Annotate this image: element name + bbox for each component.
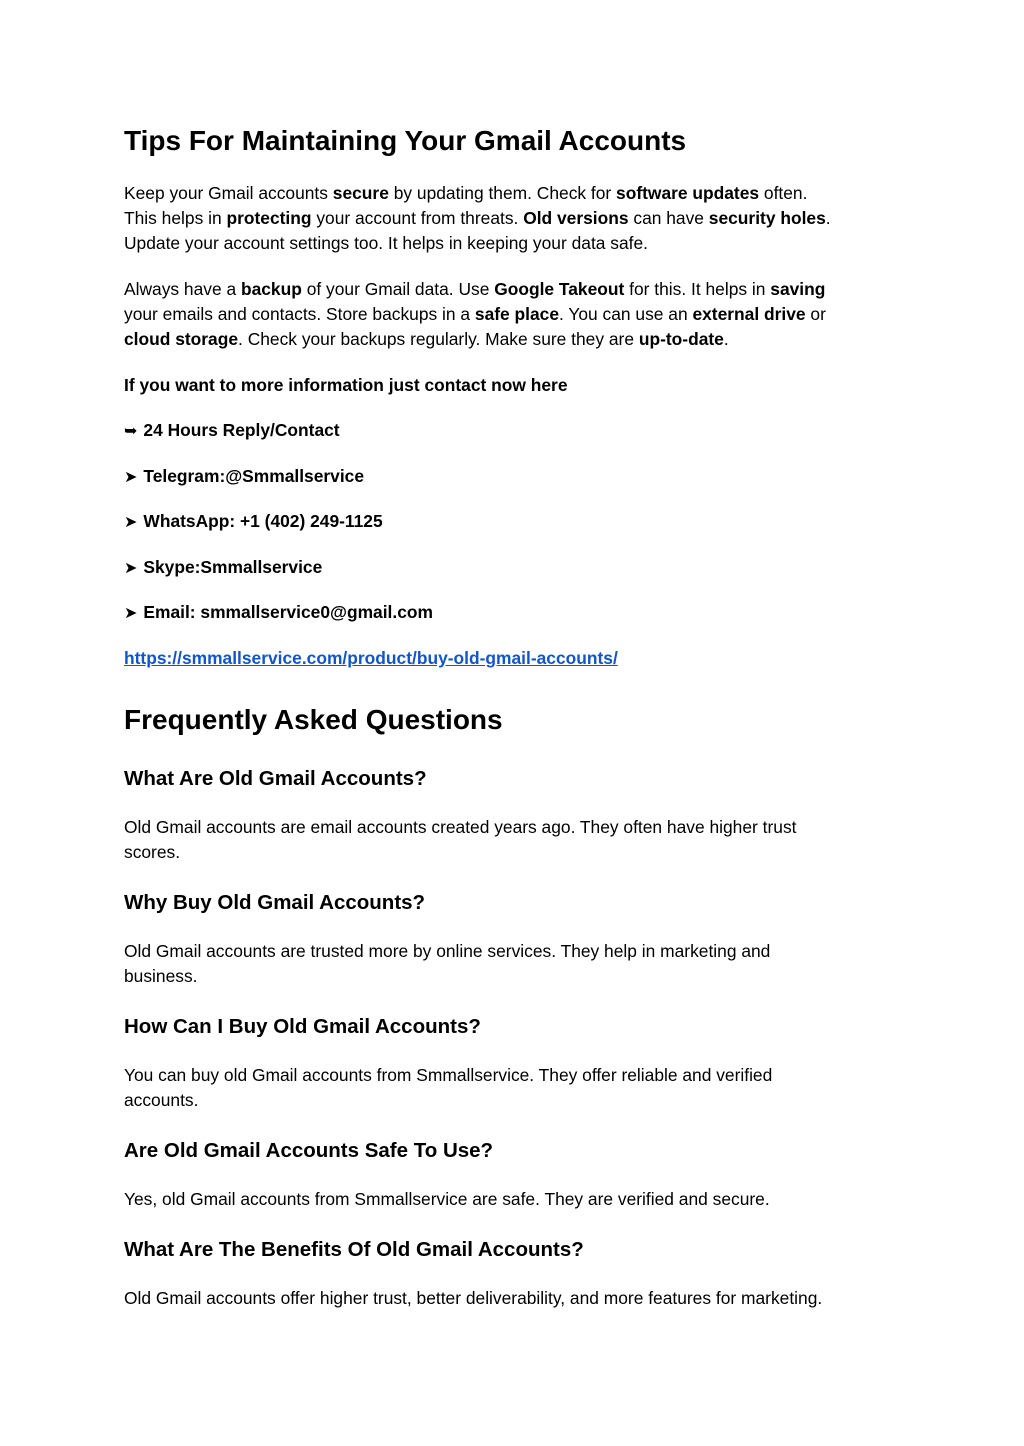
- arrow-icon: ➤: [124, 467, 138, 486]
- faq-question-5: What Are The Benefits Of Old Gmail Accounts?: [124, 1238, 584, 1261]
- faq-question-4: Are Old Gmail Accounts Safe To Use?: [124, 1139, 494, 1162]
- faq-answer-1: Old Gmail accounts are email accounts created years ago. They often have higher trust scores.: [124, 817, 797, 862]
- paragraph-line: your emails and contacts. Store backups in a safe place. You can use an external drive or: [124, 304, 826, 324]
- faq-answer-5: Old Gmail accounts offer higher trust, better deliverability, and more features for marketing.: [124, 1288, 823, 1308]
- faq-answer-3: You can buy old Gmail accounts from Smmallservice. They offer reliable and verified accounts.: [124, 1065, 773, 1110]
- arrow-icon: ➥: [124, 421, 138, 440]
- tips-paragraph-updates: [124, 181, 904, 256]
- product-link[interactable]: https://smmallservice.com/product/buy-old-gmail-accounts/: [124, 648, 618, 668]
- paragraph-line: cloud storage. Check your backups regularly. Make sure they are up-to-date.: [124, 329, 729, 349]
- contact-item-telegram: ➤ Telegram:@Smmallservice: [124, 464, 364, 489]
- faq-question-2: Why Buy Old Gmail Accounts?: [124, 891, 426, 914]
- faq-question-3: How Can I Buy Old Gmail Accounts?: [124, 1015, 481, 1038]
- contact-item-skype: ➤ Skype:Smmallservice: [124, 555, 322, 580]
- faq-question-1: What Are Old Gmail Accounts?: [124, 767, 427, 790]
- paragraph-line: Update your account settings too. It helps in keeping your data safe.: [124, 233, 648, 253]
- arrow-icon: ➤: [124, 603, 138, 622]
- contact-item-email: ➤ Email: smmallservice0@gmail.com: [124, 600, 433, 625]
- arrow-icon: ➤: [124, 558, 138, 577]
- faq-answer-4: Yes, old Gmail accounts from Smmallservice are safe. They are verified and secure.: [124, 1189, 770, 1209]
- faq-heading: Frequently Asked Questions: [124, 704, 503, 735]
- contact-item-whatsapp: ➤ WhatsApp: +1 (402) 249-1125: [124, 509, 383, 534]
- contact-intro: If you want to more information just contact now here: [124, 375, 568, 395]
- paragraph-line: This helps in protecting your account from threats. Old versions can have security holes.: [124, 208, 831, 228]
- faq-answer-2: Old Gmail accounts are trusted more by online services. They help in marketing and business.: [124, 941, 771, 986]
- paragraph-line: Keep your Gmail accounts secure by updating them. Check for software updates often.: [124, 183, 808, 203]
- tips-heading: Tips For Maintaining Your Gmail Accounts: [124, 125, 687, 156]
- paragraph-line: Always have a backup of your Gmail data. Use Google Takeout for this. It helps in saving: [124, 279, 826, 299]
- tips-paragraph-backup: [124, 277, 904, 352]
- contact-item-hours: ➥ 24 Hours Reply/Contact: [124, 418, 340, 443]
- arrow-icon: ➤: [124, 512, 138, 531]
